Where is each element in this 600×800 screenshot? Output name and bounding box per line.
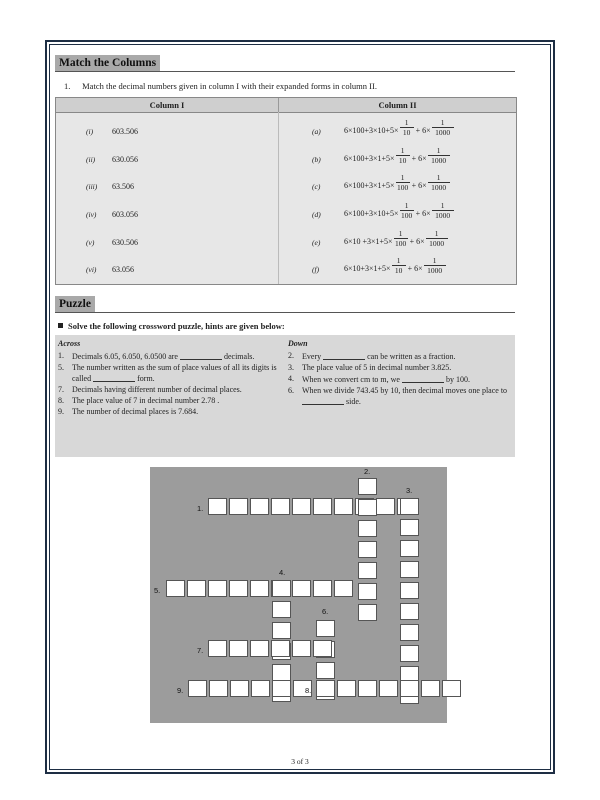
crossword-cell[interactable] (272, 580, 291, 597)
answer-blank[interactable] (323, 351, 365, 360)
across-clues (58, 339, 283, 418)
table-row (56, 201, 516, 229)
crossword-cell[interactable] (358, 604, 377, 621)
crossword-cell[interactable] (400, 561, 419, 578)
crossword-cell[interactable] (400, 519, 419, 536)
crossword-grid (150, 467, 447, 723)
crossword-cell[interactable] (208, 498, 227, 515)
decimal-value: 603.056 (112, 210, 138, 219)
puzzle-instruction (58, 321, 285, 331)
clue-item (58, 363, 283, 384)
puzzle-rule (55, 312, 515, 313)
fraction: 1 1000 (424, 256, 446, 275)
expanded-form (344, 256, 514, 284)
answer-blank[interactable] (180, 351, 222, 360)
expanded-prefix: 6×100+3×10+5× (344, 209, 399, 218)
table-row (56, 146, 516, 174)
grid-clue-number: 6. (322, 607, 329, 616)
crossword-cell[interactable] (229, 498, 248, 515)
crossword-cell[interactable] (250, 498, 269, 515)
crossword-cell[interactable] (400, 680, 419, 697)
bullet-icon (58, 323, 63, 328)
clue-text-end: side. (346, 397, 361, 406)
row-letter: (f) (312, 265, 320, 274)
clue-item (58, 385, 283, 395)
expanded-prefix: 6×100+3×1+5× (344, 181, 395, 190)
crossword-cell[interactable] (358, 499, 377, 516)
match-columns-heading: Match the Columns (55, 55, 160, 71)
crossword-cell[interactable] (400, 603, 419, 620)
row-letter: (c) (312, 182, 321, 191)
crossword-cell[interactable] (166, 580, 185, 597)
clue-item (288, 386, 513, 407)
clue-number: 1. (58, 351, 64, 360)
clue-number: 9. (58, 407, 64, 416)
clue-text: The place value of 5 in decimal number 3.825. (302, 363, 452, 372)
grid-clue-number: 3. (406, 486, 413, 495)
grid-clue-number: 1. (197, 504, 204, 513)
crossword-cell[interactable] (313, 498, 332, 515)
crossword-cell[interactable] (272, 622, 291, 639)
clue-text-end: form. (137, 374, 155, 383)
expanded-prefix: 6×10+3×1+5× (344, 264, 391, 273)
instruction-text: Solve the following crossword puzzle, hints are given below: (68, 321, 285, 331)
across-label: Across (58, 339, 81, 348)
row-numeral: (ii) (86, 155, 96, 164)
fraction: 1 1000 (426, 229, 448, 248)
crossword-cell[interactable] (313, 640, 332, 657)
grid-clue-number: 2. (364, 467, 371, 476)
fraction: 1 1000 (428, 173, 450, 192)
row-numeral: (iv) (86, 210, 97, 219)
down-clues (288, 339, 513, 408)
row-numeral: (iii) (86, 182, 98, 191)
crossword-cell[interactable] (400, 645, 419, 662)
clue-item (58, 351, 283, 362)
grid-clue-number: 7. (197, 646, 204, 655)
crossword-cell[interactable] (271, 640, 290, 657)
clue-number: 8. (58, 396, 64, 405)
crossword-cell[interactable] (316, 680, 335, 697)
crossword-cell[interactable] (292, 498, 311, 515)
crossword-cell[interactable] (250, 580, 269, 597)
expanded-mid: + 6× (415, 209, 431, 218)
clue-number: 5. (58, 363, 64, 372)
answer-blank[interactable] (302, 396, 344, 405)
fraction: 1 10 (396, 146, 410, 165)
question-1 (64, 81, 514, 91)
expanded-prefix: 6×100+3×1+5× (344, 154, 395, 163)
clue-item (58, 407, 283, 417)
crossword-cell[interactable] (229, 640, 248, 657)
expanded-form (344, 201, 514, 229)
crossword-cell[interactable] (400, 582, 419, 599)
expanded-mid: + 6× (409, 237, 425, 246)
crossword-cell[interactable] (251, 680, 270, 697)
crossword-cell[interactable] (208, 640, 227, 657)
grid-clue-number: 8. (305, 686, 312, 695)
clue-item (58, 396, 283, 406)
down-label: Down (288, 339, 308, 348)
column-1-header: Column I (56, 98, 279, 113)
clue-item (288, 363, 513, 373)
clue-item (288, 374, 513, 385)
decimal-value: 603.506 (112, 127, 138, 136)
fraction: 1 100 (396, 173, 409, 192)
crossword-cell[interactable] (313, 580, 332, 597)
clue-item (288, 351, 513, 362)
crossword-cell[interactable] (400, 624, 419, 641)
clue-text: Decimals having different number of decimal places. (72, 385, 242, 394)
clue-text: The number of decimal places is 7.684. (72, 407, 199, 416)
table-row (56, 256, 516, 284)
hints-box (55, 335, 515, 457)
crossword-cell[interactable] (187, 580, 206, 597)
expanded-mid: + 6× (407, 264, 423, 273)
decimal-value: 630.506 (112, 238, 138, 247)
crossword-cell[interactable] (400, 498, 419, 515)
expanded-mid: + 6× (415, 126, 431, 135)
page-number: 3 of 3 (291, 757, 309, 766)
row-letter: (a) (312, 127, 321, 136)
row-letter: (d) (312, 210, 321, 219)
column-2-header: Column II (279, 98, 516, 113)
table-row (56, 229, 516, 257)
crossword-cell[interactable] (188, 680, 207, 697)
expanded-prefix: 6×100+3×10+5× (344, 126, 399, 135)
question-number: 1. (64, 81, 71, 91)
crossword-cell[interactable] (208, 580, 227, 597)
crossword-cell[interactable] (358, 562, 377, 579)
clue-text-end: can be written as a fraction. (367, 352, 456, 361)
crossword-cell[interactable] (337, 680, 356, 697)
clue-number: 2. (288, 351, 294, 360)
crossword-cell[interactable] (272, 680, 291, 697)
row-numeral: (vi) (86, 265, 97, 274)
crossword-cell[interactable] (316, 662, 335, 679)
fraction: 1 1000 (428, 146, 450, 165)
decimal-value: 630.056 (112, 155, 138, 164)
crossword-cell[interactable] (230, 680, 249, 697)
expanded-prefix: 6×10 +3×1+5× (344, 237, 393, 246)
crossword-cell[interactable] (358, 541, 377, 558)
grid-clue-number: 4. (279, 568, 286, 577)
heading-rule (55, 71, 515, 72)
clue-text: Every (302, 352, 322, 361)
clue-text-end: by 100. (445, 375, 470, 384)
answer-blank[interactable] (402, 374, 444, 383)
clue-number: 7. (58, 385, 64, 394)
crossword-cell[interactable] (358, 583, 377, 600)
crossword-cell[interactable] (379, 680, 398, 697)
crossword-cell[interactable] (442, 680, 461, 697)
crossword-cell[interactable] (272, 664, 291, 681)
expanded-mid: + 6× (411, 181, 427, 190)
clue-text: Decimals 6.05, 6.050, 6.0500 are (72, 352, 178, 361)
crossword-cell[interactable] (334, 580, 353, 597)
expanded-form (344, 229, 514, 257)
clue-text: When we divide 743.45 by 10, then decimal moves one place to (302, 386, 508, 395)
clue-text-end: decimals. (223, 352, 255, 361)
crossword-cell[interactable] (292, 580, 311, 597)
expanded-form (344, 146, 514, 174)
crossword-cell[interactable] (358, 520, 377, 537)
crossword-cell[interactable] (334, 498, 353, 515)
puzzle-heading: Puzzle (55, 296, 95, 312)
fraction: 1 10 (392, 256, 406, 275)
crossword-cell[interactable] (271, 498, 290, 515)
table-row (56, 173, 516, 201)
expanded-form (344, 173, 514, 201)
row-letter: (e) (312, 238, 321, 247)
crossword-cell[interactable] (272, 601, 291, 618)
fraction: 1 1000 (432, 118, 454, 137)
clue-number: 3. (288, 363, 294, 372)
crossword-cell[interactable] (358, 680, 377, 697)
fraction: 1 100 (394, 229, 407, 248)
fraction: 1 100 (400, 201, 413, 220)
crossword-cell[interactable] (250, 640, 269, 657)
clue-number: 4. (288, 374, 294, 383)
answer-blank[interactable] (93, 373, 135, 382)
clue-text: When we convert cm to m, we (302, 375, 400, 384)
crossword-cell[interactable] (229, 580, 248, 597)
clue-text: The place value of 7 in decimal number 2.78 . (72, 396, 220, 405)
question-text: Match the decimal numbers given in column I with their expanded forms in column II. (82, 81, 377, 91)
match-table (55, 97, 517, 285)
crossword-cell[interactable] (316, 620, 335, 637)
crossword-cell[interactable] (292, 640, 311, 657)
expanded-form (344, 118, 514, 146)
clue-text: The number written as the sum of place values of all its digits is called (72, 363, 277, 383)
expanded-mid: + 6× (411, 154, 427, 163)
decimal-value: 63.506 (112, 182, 134, 191)
clue-number: 6. (288, 386, 294, 395)
crossword-cell[interactable] (421, 680, 440, 697)
row-letter: (b) (312, 155, 321, 164)
crossword-cell[interactable] (376, 498, 395, 515)
row-numeral: (i) (86, 127, 94, 136)
crossword-cell[interactable] (209, 680, 228, 697)
crossword-cell[interactable] (358, 478, 377, 495)
decimal-value: 63.056 (112, 265, 134, 274)
fraction: 1 1000 (432, 201, 454, 220)
fraction: 1 10 (400, 118, 414, 137)
grid-clue-number: 9. (177, 686, 184, 695)
table-row (56, 118, 516, 146)
grid-clue-number: 5. (154, 586, 161, 595)
crossword-cell[interactable] (400, 540, 419, 557)
row-numeral: (v) (86, 238, 95, 247)
